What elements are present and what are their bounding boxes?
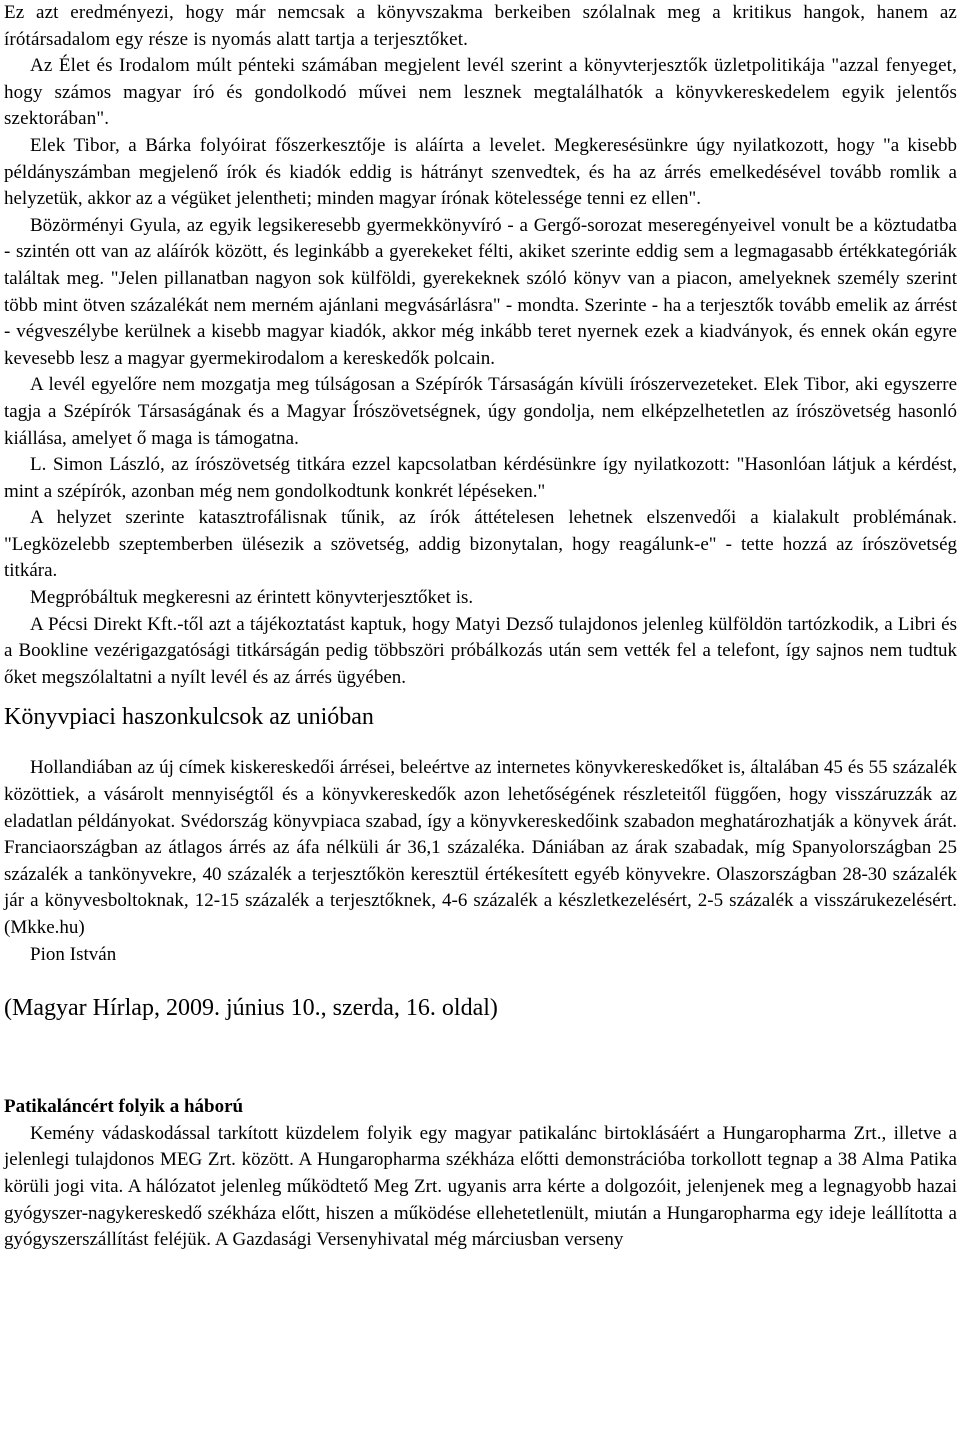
spacer: [4, 733, 957, 755]
paragraph: Hollandiában az új címek kiskereskedői árrései, beleértve az internetes könyvkereskedőket is, általában 45 és 55 százalék közöttiek, a vásárolt mennyiségtől és a könyvkereskedők azon lehetőségének részleteitől függően, hogy visszáruzzák az eladatlan példányokat. Svédország könyvpiaca szabad, így a könyvkereskedőink szabadon meghatározhatják a könyvek árát. Franciaországban az átlagos árrés az áfa nélküli ár 36,1 százaléka. Dániában az árak szabadak, míg Spanyolországban 25 százalék a tankönyvekre, 40 százalék a terjesztőkön keresztül értékesített egyéb könyvekre. Olaszországban 28-30 százalék jár a könyvesboltoknak, 12-15 százalék a terjesztőknek, 4-6 százalék a készletkezelésért, 2-5 százalék a visszárukezelésért. (Mkke.hu): [4, 757, 957, 938]
paragraph: Az Élet és Irodalom múlt pénteki számában megjelent levél szerint a könyvterjesztők üzletpolitikája "azzal fenyeget, hogy számos magyar író és gondolkodó művei nem lesznek megtalálhatók a könyvkereskedelem egyik jelentős szektorában".: [4, 55, 957, 130]
article-heading: Patikaláncért folyik a háború: [4, 1096, 244, 1118]
paragraph: Kemény vádaskodással tarkított küzdelem folyik egy magyar patikalánc birtoklásáért a Hungaropharma Zrt., illetve a jelenlegi tulajdonos MEG Zrt. között. A Hungaropharma székháza előtti demonstrációba torkollott tegnap a 38 Alma Patika körüli jogi vita. A hálózatot jelenleg működtető Meg Zrt. ugyanis arra kérte a dolgozóit, jelenjenek meg a legnagyobb hazai gyógyszer-nagykereskedő székháza előtt, hiszen a működése ellehetetlenült, miután a Hungaropharma egy ideje leállította a gyógyszerszállítást feléjük. A Gazdasági Versenyhivatal még márciusban verseny: [4, 1122, 957, 1251]
paragraph: A helyzet szerinte katasztrofálisnak tűnik, az írók áttételesen lehetnek elszenvedői a kialakult problémának. "Legközelebb szeptemberben ülésezik a szövetség, addig bizonytalan, hogy reagálunk-e" - tette hozzá az írószövetség titkára.: [4, 507, 957, 582]
paragraph: Ez azt eredményezi, hogy már nemcsak a könyvszakma berkeiben szólalnak meg a kritikus hangok, hanem az írótársadalom egy része is nyomás alatt tartja a terjesztőket.: [4, 2, 957, 50]
paragraph-part: Elek Tibor, a Bárka folyóirat főszerkesztője is aláírta a levelet.: [30, 134, 546, 156]
paragraph: [4, 133, 957, 213]
paragraph: A levél egyelőre nem mozgatja meg túlságosan a Szépírók Társaságán kívüli írószervezeteket. Elek Tibor, aki egyszerre tagja a Szépírók Társaságának és a Magyar Írószövetségnek, úgy gondolja, nem elképzelhetetlen az írószövetség hasonló kiállása, amelyet ő maga is támogatna.: [4, 374, 957, 449]
paragraph: L. Simon László, az írószövetség titkára ezzel kapcsolatban kérdésünkre így nyilatkozott: "Hasonlóan látjuk a kérdést, mint a szépírók, azonban még nem gondolkodtunk konkrét lépéseken.": [4, 454, 957, 502]
paragraph: Megpróbáltuk megkeresni az érintett könyvterjesztőket is.: [30, 587, 474, 609]
author-byline: Pion István: [30, 943, 117, 965]
section-heading: Könyvpiaci haszonkulcsok az unióban: [4, 704, 374, 731]
paragraph: Bözörményi Gyula, az egyik legsikeresebb gyermekkönyvíró - a Gergő-sorozat meseregényeivel vonult be a köztudatba - szintén ott van az aláírók között, és leginkább a gyerekeket félti, akiket szerinte eddig sem a legmagasabb értékkategóriák találtak meg. "Jelen pillanatban nagyon sok külföldi, gyerekeknek szóló könyv van a piacon, amelyeknek személy szerint több mint ötven százalékát nem merném ajánlani megvásárlásra" - mondta. Szerinte - ha a terjesztők tovább emelik az árrést - végveszélybe kerülnek a kisebb magyar kiadók, akkor még inkább teret nyernek ezek a kiadványok, és ennek okán egyre kevesebb lesz a magyar gyermekirodalom a kereskedők polcain.: [4, 214, 957, 369]
source-citation: (Magyar Hírlap, 2009. június 10., szerda, 16. oldal): [4, 995, 498, 1022]
paragraph-part: Megkeresésünkre úgy nyilatkozott, hogy "a kisebb példányszámban megjelenő írók és kiadók eddig is hátrányt szenvedtek, és ha az árrés emelkedésével tovább romlik a helyzetük, akkor az a végüket jelentheti; minden magyar írónak kötelessége tenni ez ellen".: [4, 134, 957, 210]
paragraph: A Pécsi Direkt Kft.-től azt a tájékoztatást kaptuk, hogy Matyi Dezső tulajdonos jelenleg külföldön tartózkodik, a Libri és a Bookline vezérigazgatósági titkárságán pedig többszöri próbálkozás után sem vették fel a telefont, így sajnos nem tudtuk őket megszólaltatni a nyílt levél és az árrés ügyében.: [4, 613, 957, 688]
spacer: [4, 1024, 957, 1094]
